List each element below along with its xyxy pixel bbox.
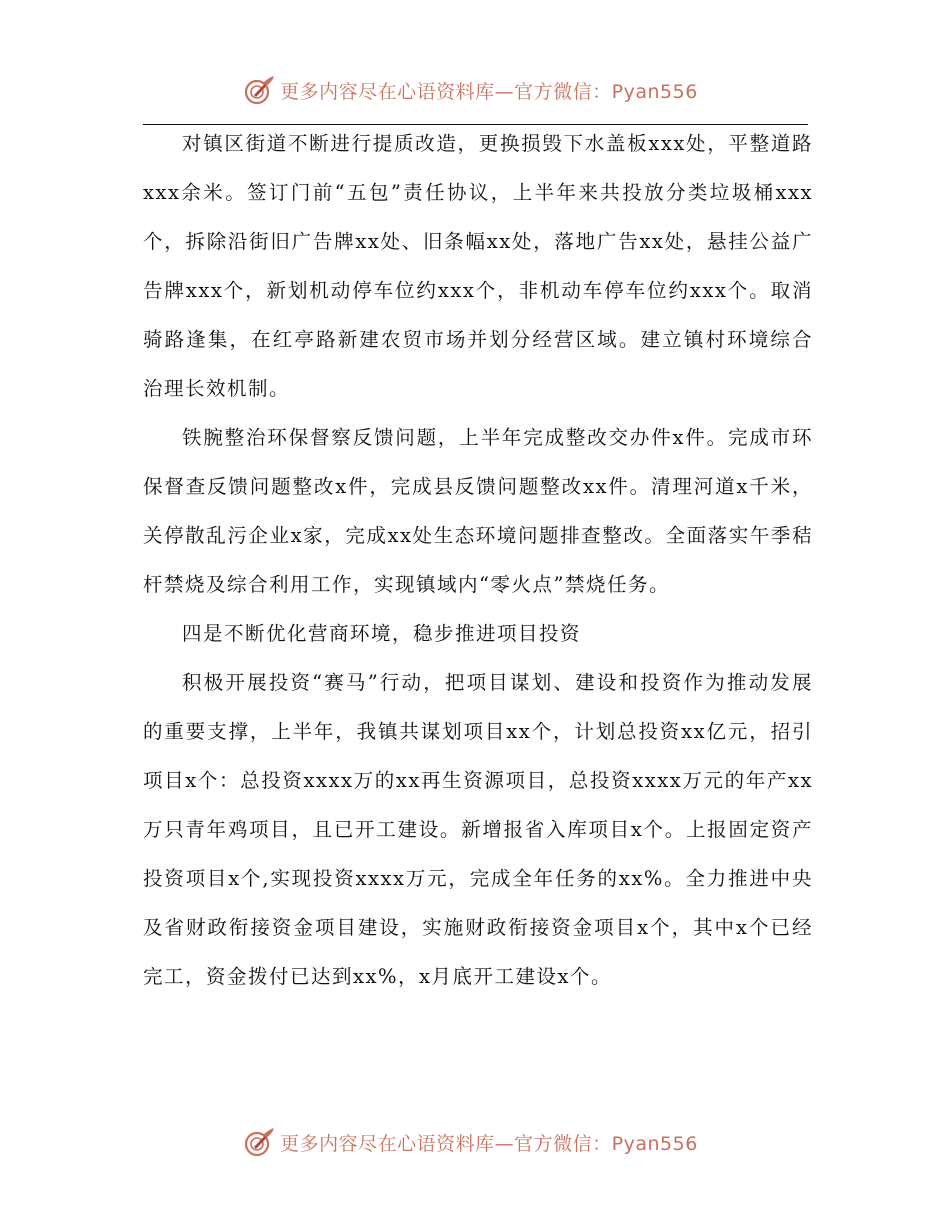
- watermark-text: 更多内容尽在心语资料库—官方微信：Pyan556: [280, 1132, 698, 1155]
- footer-watermark: [0, 1122, 950, 1162]
- section-heading-business-environment: 四是不断优化营商环境，稳步推进项目投资: [182, 622, 582, 645]
- paragraph-street-renovation: 对镇区街道不断进行提质改造，更换损毁下水盖板xxx处，平整道路xxx余米。签订门前“五包”责任协议，上半年来共投放分类垃圾桶xxx个，拆除沿街旧广告牌xx处、旧条幅xx处，落地广告xx处，悬挂公益广告牌xxx个，新划机动停车位约xxx个，非机动车停车位约xxx个。取消骑路逢集，在红亭路新建农贸市场并划分经营区域。建立镇村环境综合治理长效机制。: [143, 132, 813, 400]
- watermark-text: 更多内容尽在心语资料库—官方微信：Pyan556: [280, 80, 698, 103]
- quill-logo-icon: [242, 73, 276, 107]
- document-body: [143, 119, 813, 1001]
- quill-logo-icon: [242, 1125, 276, 1159]
- paragraph-project-investment: 积极开展投资“赛马”行动，把项目谋划、建设和投资作为推动发展的重要支撑，上半年，我镇共谋划项目xx个，计划总投资xx亿元，招引项目x个：总投资xxxx万的xx再生资源项目，总投资xxxx万元的年产xx万只青年鸡项目，且已开工建设。新增报省入库项目x个。上报固定资产投资项目x个,实现投资xxxx万元，完成全年任务的xx%。全力推进中央及省财政衔接资金项目建设，实施财政衔接资金项目x个，其中x个已经完工，资金拨付已达到xx%，x月底开工建设x个。: [143, 671, 813, 988]
- header-watermark: [0, 70, 950, 110]
- paragraph-environmental-rectification: 铁腕整治环保督察反馈问题，上半年完成整改交办件x件。完成市环保督查反馈问题整改x件，完成县反馈问题整改xx件。清理河道x千米，关停散乱污企业x家，完成xx处生态环境问题排查整改。全面落实午季秸杆禁烧及综合利用工作，实现镇域内“零火点”禁烧任务。: [143, 426, 813, 596]
